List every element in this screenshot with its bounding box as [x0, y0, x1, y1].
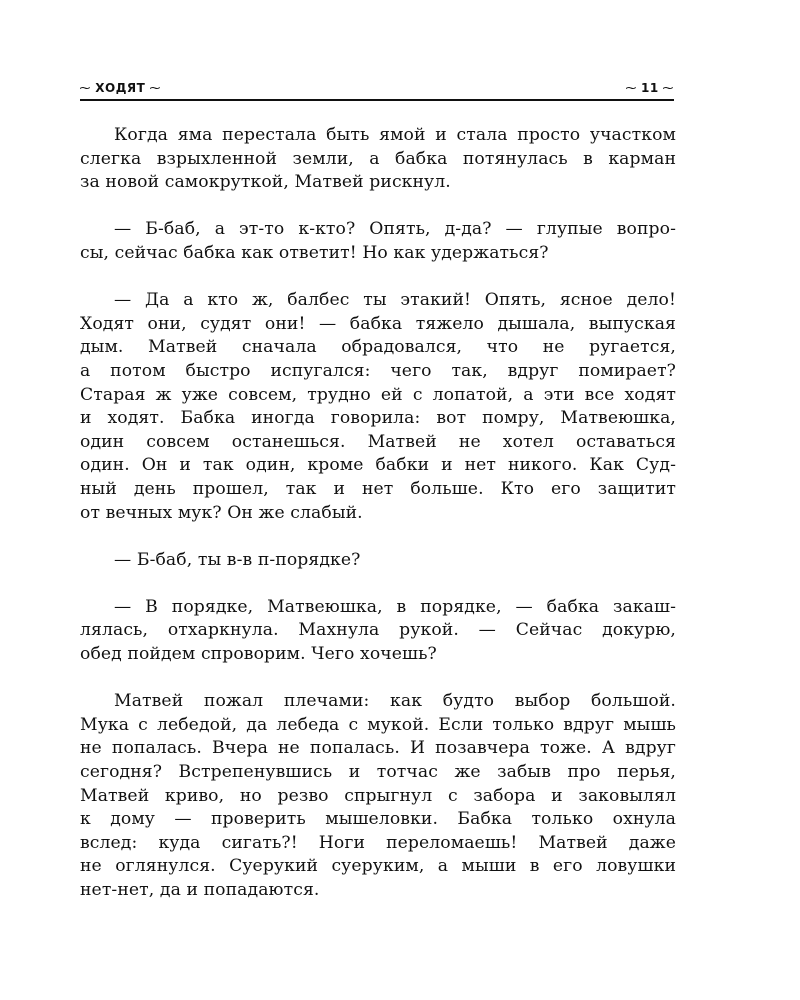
paragraph [80, 218, 676, 265]
text-line: нет-нет, да и попадаются. [80, 880, 320, 900]
ornament-dash: ~ [661, 81, 676, 95]
body-text [80, 124, 676, 926]
text-line: один совсем останешься. Матвей не хотел оставаться [80, 431, 676, 452]
chapter-title: ХОДЯТ [95, 81, 146, 95]
text-line: слегка взрыхленной земли, а бабка потянулась в карман [80, 148, 676, 169]
text-line: за новой самокруткой, Матвей рискнул. [80, 172, 451, 193]
running-head-page [626, 81, 674, 95]
text-line: ный день прошел, так и нет больше. Кто его защитит [80, 478, 676, 499]
text-line: вслед: куда сигать?! Ноги переломаешь! Матвей даже [80, 832, 676, 853]
text-line: а потом быстро испугался: чего так, вдруг помирает? [80, 360, 676, 381]
ornament-dash: ~ [148, 81, 163, 95]
text-line: дым. Матвей сначала обрадовался, что не ругается, [80, 337, 676, 358]
paragraph [80, 596, 676, 667]
ornament-dash: ~ [78, 81, 93, 95]
text-line: Матвей криво, но резво спрыгнул с забора и заковылял [80, 785, 676, 806]
paragraph [80, 289, 676, 525]
text-line: не попалась. Вчера не попалась. И позавчера тоже. А вдруг [80, 738, 676, 759]
paragraph [80, 690, 676, 902]
page-number: 11 [641, 81, 659, 95]
text-line: обед пойдем спроворим. Чего хочешь? [80, 644, 437, 665]
text-line: от вечных мук? Он же слабый. [80, 502, 363, 523]
text-line: не оглянулся. Суерукий суеруким, а мыши в его ловушки [80, 856, 676, 877]
paragraph [80, 549, 676, 573]
text-line: сегодня? Встрепенувшись и тотчас же забыв про перья, [80, 762, 676, 783]
text-line: Матвей пожал плечами: как будто выбор большой. [114, 691, 676, 712]
running-head-title [80, 81, 161, 95]
text-line: и ходят. Бабка иногда говорила: вот помру, Матвеюшка, [80, 408, 676, 429]
header-rule [80, 99, 674, 101]
text-line: Мука с лебедой, да лебеда с мукой. Если только вдруг мышь [80, 714, 676, 735]
text-line: сы, сейчас бабка как ответит! Но как удержаться? [80, 242, 549, 263]
running-head [80, 81, 674, 101]
text-line: лялась, отхаркнула. Махнула рукой. — Сейчас докурю, [80, 620, 676, 641]
text-line: Когда яма перестала быть ямой и стала просто участком [114, 125, 676, 145]
text-line: Ходят они, судят они! — бабка тяжело дышала, выпуская [80, 313, 676, 334]
text-line: — В порядке, Матвеюшка, в порядке, — бабка закаш- [114, 596, 676, 617]
ornament-dash: ~ [624, 81, 638, 95]
paragraph [80, 124, 676, 195]
text-line: — Б-баб, ты в-в п-порядке? [114, 549, 361, 570]
text-line: один. Он и так один, кроме бабки и нет никого. Как Суд- [80, 455, 676, 476]
text-line: — Б-баб, а эт-то к-кто? Опять, д-да? — глупые вопро- [114, 219, 676, 240]
text-line: к дому — проверить мышеловки. Бабка только охнула [80, 809, 676, 830]
text-line: Старая ж уже совсем, трудно ей с лопатой, а эти все ходят [80, 384, 676, 405]
text-line: — Да а кто ж, балбес ты этакий! Опять, ясное дело! [114, 290, 676, 311]
